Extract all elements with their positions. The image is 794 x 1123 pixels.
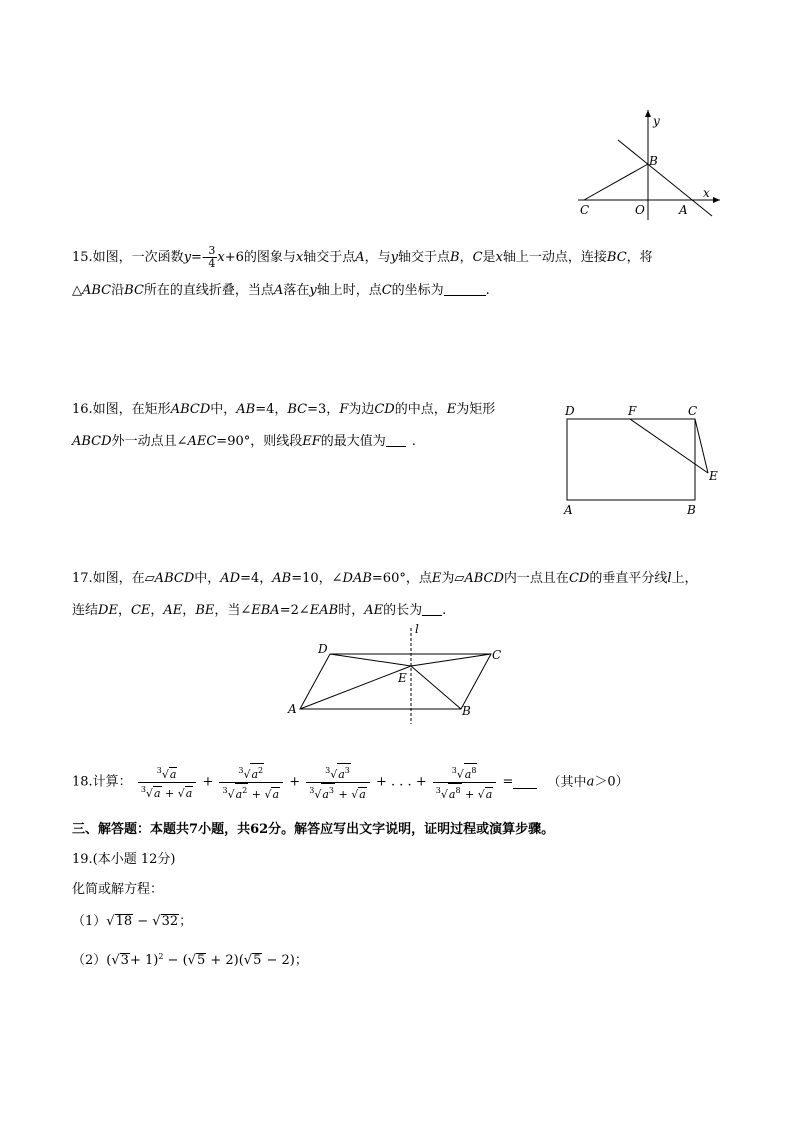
var: ▱ABCD [454,571,504,586]
text: 内一点且在 [503,571,569,586]
text: 18.计算： [72,774,132,790]
text: 连结 [72,603,99,618]
label-b: B [462,704,471,718]
text: 的最大值为 [320,434,386,449]
q16-line-1 [72,402,495,418]
var: y [390,250,398,265]
label-c: C [580,203,590,217]
x-axis-arrow [713,197,720,203]
label-d: D [565,404,575,418]
text: + 2)( [206,953,244,968]
segment-be [411,666,461,709]
label-b: B [649,154,658,168]
text: 上， [671,571,698,586]
var: AB [236,402,256,417]
text: 的中点， [394,402,447,417]
var: BC [287,402,308,417]
text: + 1) [129,953,159,968]
answer-blank[interactable] [386,434,406,447]
text: 15.如图，一次函数 [72,250,184,265]
text: ； [179,914,193,929]
segment-cb [584,164,648,200]
radicand: 18 [115,914,133,929]
text: ＞0） [594,774,629,790]
text: 轴交于点 [397,250,450,265]
var: y [309,283,317,298]
var: B [450,250,460,265]
text: 中， [210,402,237,417]
q17-line-2 [72,603,446,619]
label-c: C [688,404,698,418]
section-3-heading [72,822,554,838]
var: ▱ABCD [144,571,195,586]
text: +6的图象与 [224,250,296,265]
answer-blank[interactable] [444,283,486,296]
label-y: y [653,114,660,128]
frac-den: 4 [208,257,216,270]
var: A [355,250,365,265]
part-label: （2） [72,953,107,968]
var: a [448,788,456,801]
var: AE [364,603,384,618]
parallelogram-abcd [300,654,491,709]
exponent: 3 [344,766,350,775]
radicand: 5 [196,953,206,968]
q17-figure [280,620,520,725]
var: a [235,788,243,801]
text: 为矩形 [456,402,496,417]
term-1 [138,764,196,801]
var: CE [130,603,151,618]
answer-blank[interactable] [422,603,442,616]
var: A [273,283,284,298]
exponent: 8 [455,786,461,795]
text: . [442,603,447,618]
frac-num: 3 [208,244,216,257]
term-3 [306,763,370,802]
label-d: D [318,642,328,656]
text: ，与 [364,250,391,265]
text: 轴交于点 [303,250,356,265]
q15-figure [570,105,730,220]
exponent: 2 [258,766,264,775]
var: a [485,788,493,801]
label-e: E [398,671,407,685]
var: DE [98,603,118,618]
var: a [359,788,366,801]
text: 中， [194,571,221,586]
text: 17.如图，在 [72,571,145,586]
var: EBA [251,603,280,618]
label-e: E [709,469,718,483]
q18-line [72,763,629,802]
label-a: A [564,503,573,517]
fraction [206,245,217,270]
text: 落在 [283,283,310,298]
var: F [339,402,349,417]
text: ， [117,603,131,618]
term-3-den: $^3√a^3 + √a$ [306,783,370,802]
var: AEC [187,434,217,449]
line-ab [618,140,712,216]
label-l: l [415,622,419,636]
radicand: 32 [161,914,179,929]
label-a: A [679,203,688,217]
q19-part-1: （1）√18 − √32； [72,914,193,929]
text: 三、解答题：本题共 [72,822,190,837]
var: E [446,402,457,417]
q15-line-1 [72,245,653,270]
var: a [464,768,472,781]
var: x [495,250,503,265]
text: =4， [240,571,273,586]
rectangle-abcd [567,419,695,500]
text: − 2) [262,953,295,968]
var: DAB [342,571,372,586]
text: △ [72,283,82,298]
term-4-num: $^3√a^8$ [433,763,497,783]
text: =90°，则线段 [216,434,303,449]
term-2 [219,763,283,802]
segment-fe [630,419,708,473]
text: ， [459,250,473,265]
var: ABCD [170,402,211,417]
var: BE [195,603,215,618]
exponent: 2 [242,786,248,795]
var: a [185,787,193,800]
radicand: 5 [253,953,262,968]
var: AD [220,571,241,586]
term-4-den: $^3√a^8 + √a$ [433,783,497,802]
var: a [322,788,329,801]
var: a [153,787,161,800]
text: ，当∠ [214,603,252,618]
exponent: 2 [158,952,164,961]
text: . [485,283,490,298]
text: =10，∠ [291,571,343,586]
var: a [169,768,177,781]
text: . [411,434,416,449]
text: =- [191,250,207,265]
q19-intro: 化简或解方程： [72,882,164,897]
text: 轴上一动点，连接 [502,250,607,265]
text: 外一动点且∠ [111,434,188,449]
text: ，将 [626,250,653,265]
var: AE [163,603,183,618]
var: a [338,768,345,781]
text: 7 [189,822,199,837]
q19-part-2: $(2)(√3+ 1)^2 - (√5 + 2)(√5 - 2)$； [72,952,308,968]
label-x: x [703,186,710,200]
var: a [251,768,259,781]
var: BC [124,283,144,298]
text: 16.如图，在矩形 [72,402,171,417]
answer-blank[interactable] [513,776,537,789]
text: 沿 [111,283,125,298]
text: 小题，共 [198,822,251,837]
label-o: O [635,203,645,217]
q17-line-1 [72,571,698,587]
var: CD [374,402,395,417]
text: 的长为 [383,603,423,618]
segment-ae [300,666,411,709]
label-c: C [492,648,502,662]
var: l [667,571,672,586]
var: x [217,250,225,265]
text: 的垂直平分线 [589,571,668,586]
part-label: （1） [72,914,107,929]
var: AB [272,571,292,586]
text: =4， [255,402,288,417]
text: 的坐标为 [391,283,444,298]
text: 轴上时，点 [316,283,382,298]
y-axis-arrow [645,110,651,117]
text: 所在的直线折叠，当点 [143,283,274,298]
term-2-den: $^3√a^2 + √a$ [219,783,283,802]
text: 为 [441,571,455,586]
text: 是 [482,250,496,265]
term-2-num: $^3√a^2$ [219,763,283,783]
text: 62 [250,822,269,837]
var: a [272,788,280,801]
var: C [381,283,392,298]
text: 为边 [348,402,375,417]
q15-line-2 [72,283,490,299]
text: 分。解答应写出文字说明，证明过程或演算步骤。 [268,822,555,837]
segment-de [330,654,411,666]
text: ； [294,953,308,968]
text: （其中 [547,774,587,790]
var: E [431,571,442,586]
plus-sign: + [289,774,301,790]
text: =2∠ [279,603,310,618]
var: x [295,250,304,265]
var: ABC [82,283,112,298]
var: EF [302,434,321,449]
var: ABCD [72,434,112,449]
text: =60°，点 [371,571,432,586]
plus-sign: + [202,774,214,790]
q19-title: 19.(本小题 12分) [72,852,176,867]
radicand: 3 [120,953,129,968]
equals-sign: = [502,774,514,790]
term-1-den: $^3$√a + √a [140,785,193,800]
term-4 [433,763,497,802]
text: ， [182,603,196,618]
text: ， [150,603,164,618]
q16-figure [560,400,730,520]
label-a: A [288,702,297,716]
exponent: 8 [471,766,477,775]
q16-line-2 [72,434,416,450]
exponent: 3 [328,786,334,795]
var: y [183,250,192,265]
var: BC [606,250,627,265]
label-f: F [628,404,637,418]
var: a [586,774,595,790]
text: =3， [307,402,340,417]
text: 时， [338,603,365,618]
minus-sign: − [137,914,149,929]
segment-ce [411,654,491,666]
term-1-num: $^3$√a [138,764,196,783]
text: − ( [163,953,188,968]
term-3-num: $^3√a^3$ [306,763,370,783]
var: EAB [309,603,339,618]
var: C [472,250,483,265]
text: ( [106,953,112,968]
var: CD [568,571,590,586]
ellipsis: + . . . + [375,774,427,790]
label-b: B [687,503,696,517]
